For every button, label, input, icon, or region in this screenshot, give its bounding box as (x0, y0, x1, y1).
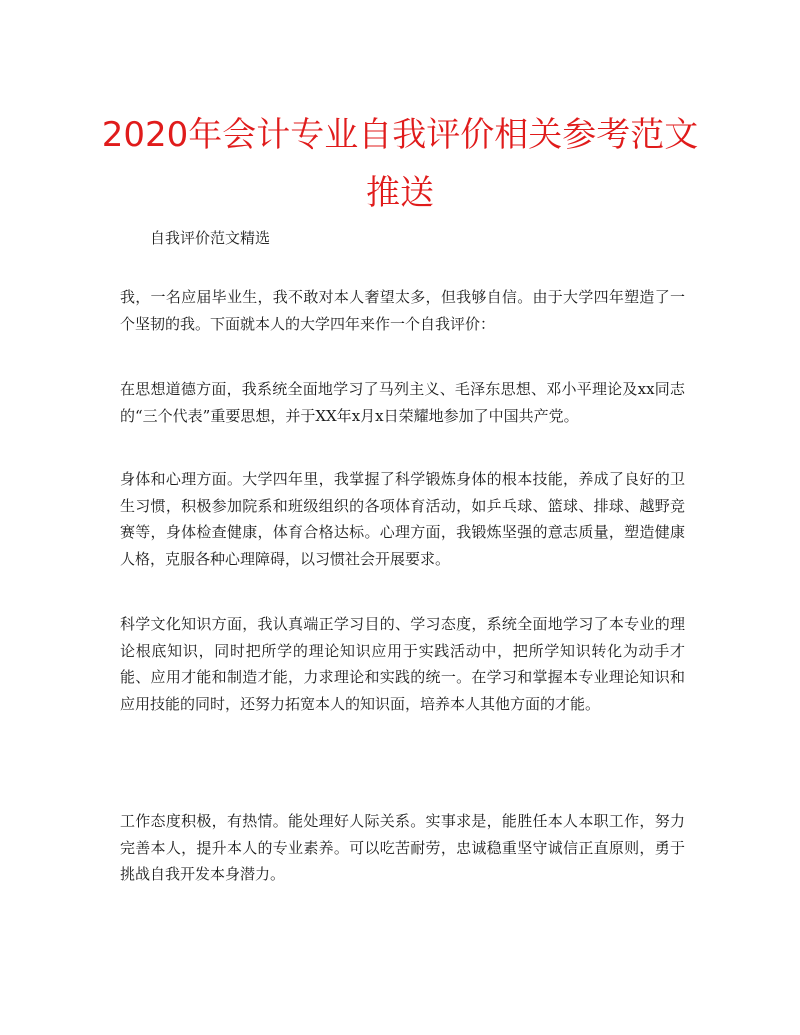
paragraph-work-attitude: 工作态度积极，有热情。能处理好人际关系。实事求是，能胜任本人本职工作，努力完善本人，提升本人的专业素养。可以吃苦耐劳，忠诚稳重坚守诚信正直原则，勇于挑战自我开发本身潜力。 (120, 812, 685, 883)
paragraph-physical-mental: 身体和心理方面。大学四年里，我掌握了科学锻炼身体的根本技能，养成了良好的卫生习惯，积极参加院系和班级组织的各项体育活动，如乒乓球、篮球、排球、越野竞赛等，身体检查健康，体育合格达标。心理方面，我锻炼坚强的意志质量，塑造健康人格，克服各种心理障碍，以习惯社会开展要求。 (120, 470, 685, 568)
page-title: 2020年会计专业自我评价相关参考范文推送 (101, 115, 699, 213)
paragraph-intro: 我，一名应届毕业生，我不敢对本人奢望太多，但我够自信。由于大学四年塑造了一个坚韧的我。下面就本人的大学四年来作一个自我评价： (120, 288, 685, 333)
paragraph-knowledge: 科学文化知识方面，我认真端正学习目的、学习态度，系统全面地学习了本专业的理论根底知识，同时把所学的理论知识应用于实践活动中，把所学知识转化为动手才能、应用才能和制造才能，力求理论和实践的统一。在学习和掌握本专业理论知识和应用技能的同时，还努力拓宽本人的知识面，培养本人其他方面的才能。 (120, 615, 685, 713)
document-subtitle: 自我评价范文精选 (150, 229, 271, 247)
paragraph-ideology: 在思想道德方面，我系统全面地学习了马列主义、毛泽东思想、邓小平理论及xx同志的“三个代表”重要思想，并于XX年x月x日荣耀地参加了中国共产党。 (120, 380, 685, 425)
